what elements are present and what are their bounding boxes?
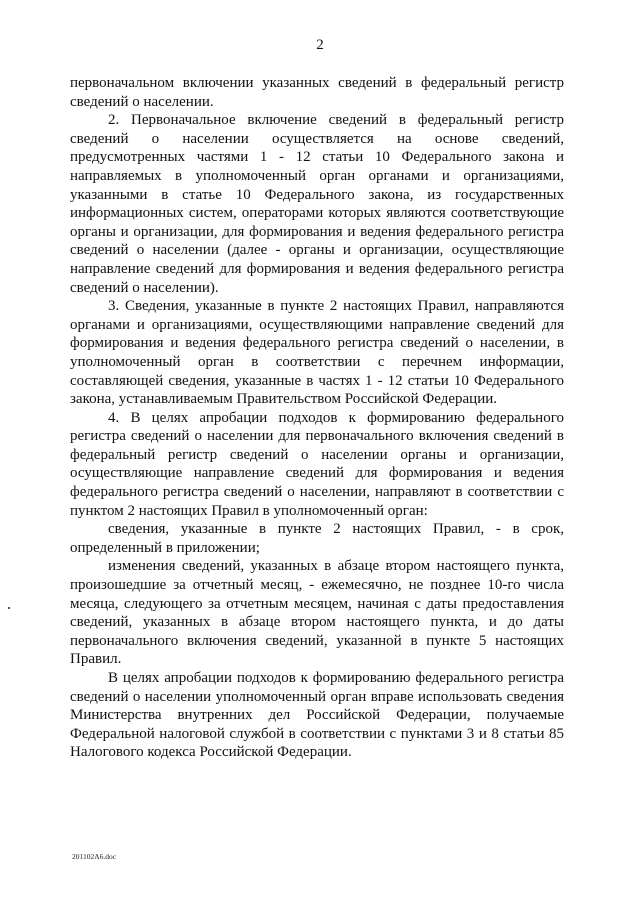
paragraph-clause-4: 4. В целях апробации подходов к формированию федерального регистра сведений о населении для первоначального включения сведений в федеральный регистр сведений о населении органы и организации, осуществляющие направление сведений для формирования и ведения федерального регистра сведений о населении, направляют в соответствии с пунктом 2 настоящих Правил в уполномоченный орган:	[70, 409, 564, 519]
paragraph-clause-2: 2. Первоначальное включение сведений в федеральный регистр сведений о населении осуществляется на основе сведений, предусмотренных частями 1 - 12 статьи 10 Федерального закона и направляемых в уполномоченный орган органами и организациями, указанными в статье 10 Федерального закона, из государственных информационных систем, операторами которых являются соответствующие органы и организации, для формирования и ведения федерального регистра сведений о населении (далее - органы и организации, осуществляющие направление сведений для формирования и ведения федерального регистра сведений о населении).	[70, 112, 564, 296]
paragraph-clause-4-item-1: сведения, указанные в пункте 2 настоящих Правил, - в срок, определенный в приложении;	[70, 521, 564, 556]
scan-speck	[8, 607, 10, 609]
file-reference: 201102A6.doc	[72, 852, 117, 861]
paragraph-clause-3: 3. Сведения, указанные в пункте 2 настоящих Правил, направляются органами и организациями, осуществляющими направление сведений для формирования и ведения федерального регистра сведений о населении, в уполномоченный орган в соответствии с перечнем информации, составляющей сведения, указанные в частях 1 - 12 статьи 10 Федерального закона, устанавливаемым Правительством Российской Федерации.	[70, 298, 564, 408]
paragraph-clause-4-item-2: изменения сведений, указанных в абзаце втором настоящего пункта, произошедшие за отчетный месяц, - ежемесячно, не позднее 10-го числа месяца, следующего за отчетным месяцем, начиная с даты предоставления сведений, указанных в абзаце втором настоящего пункта, и до даты первоначального включения сведений, указанной в пункте 5 настоящих Правил.	[70, 558, 564, 668]
paragraph-continuation: первоначальном включении указанных сведений в федеральный регистр сведений о населении.	[70, 75, 564, 110]
page-number: 2	[316, 37, 324, 53]
document-body	[70, 74, 564, 762]
paragraph-clause-4-final: В целях апробации подходов к формированию федерального регистра сведений о населении уполномоченный орган вправе использовать сведения Министерства внутренних дел Российской Федерации, получаемые Федеральной налоговой службой в соответствии с пунктами 3 и 8 статьи 85 Налогового кодекса Российской Федерации.	[70, 670, 564, 761]
